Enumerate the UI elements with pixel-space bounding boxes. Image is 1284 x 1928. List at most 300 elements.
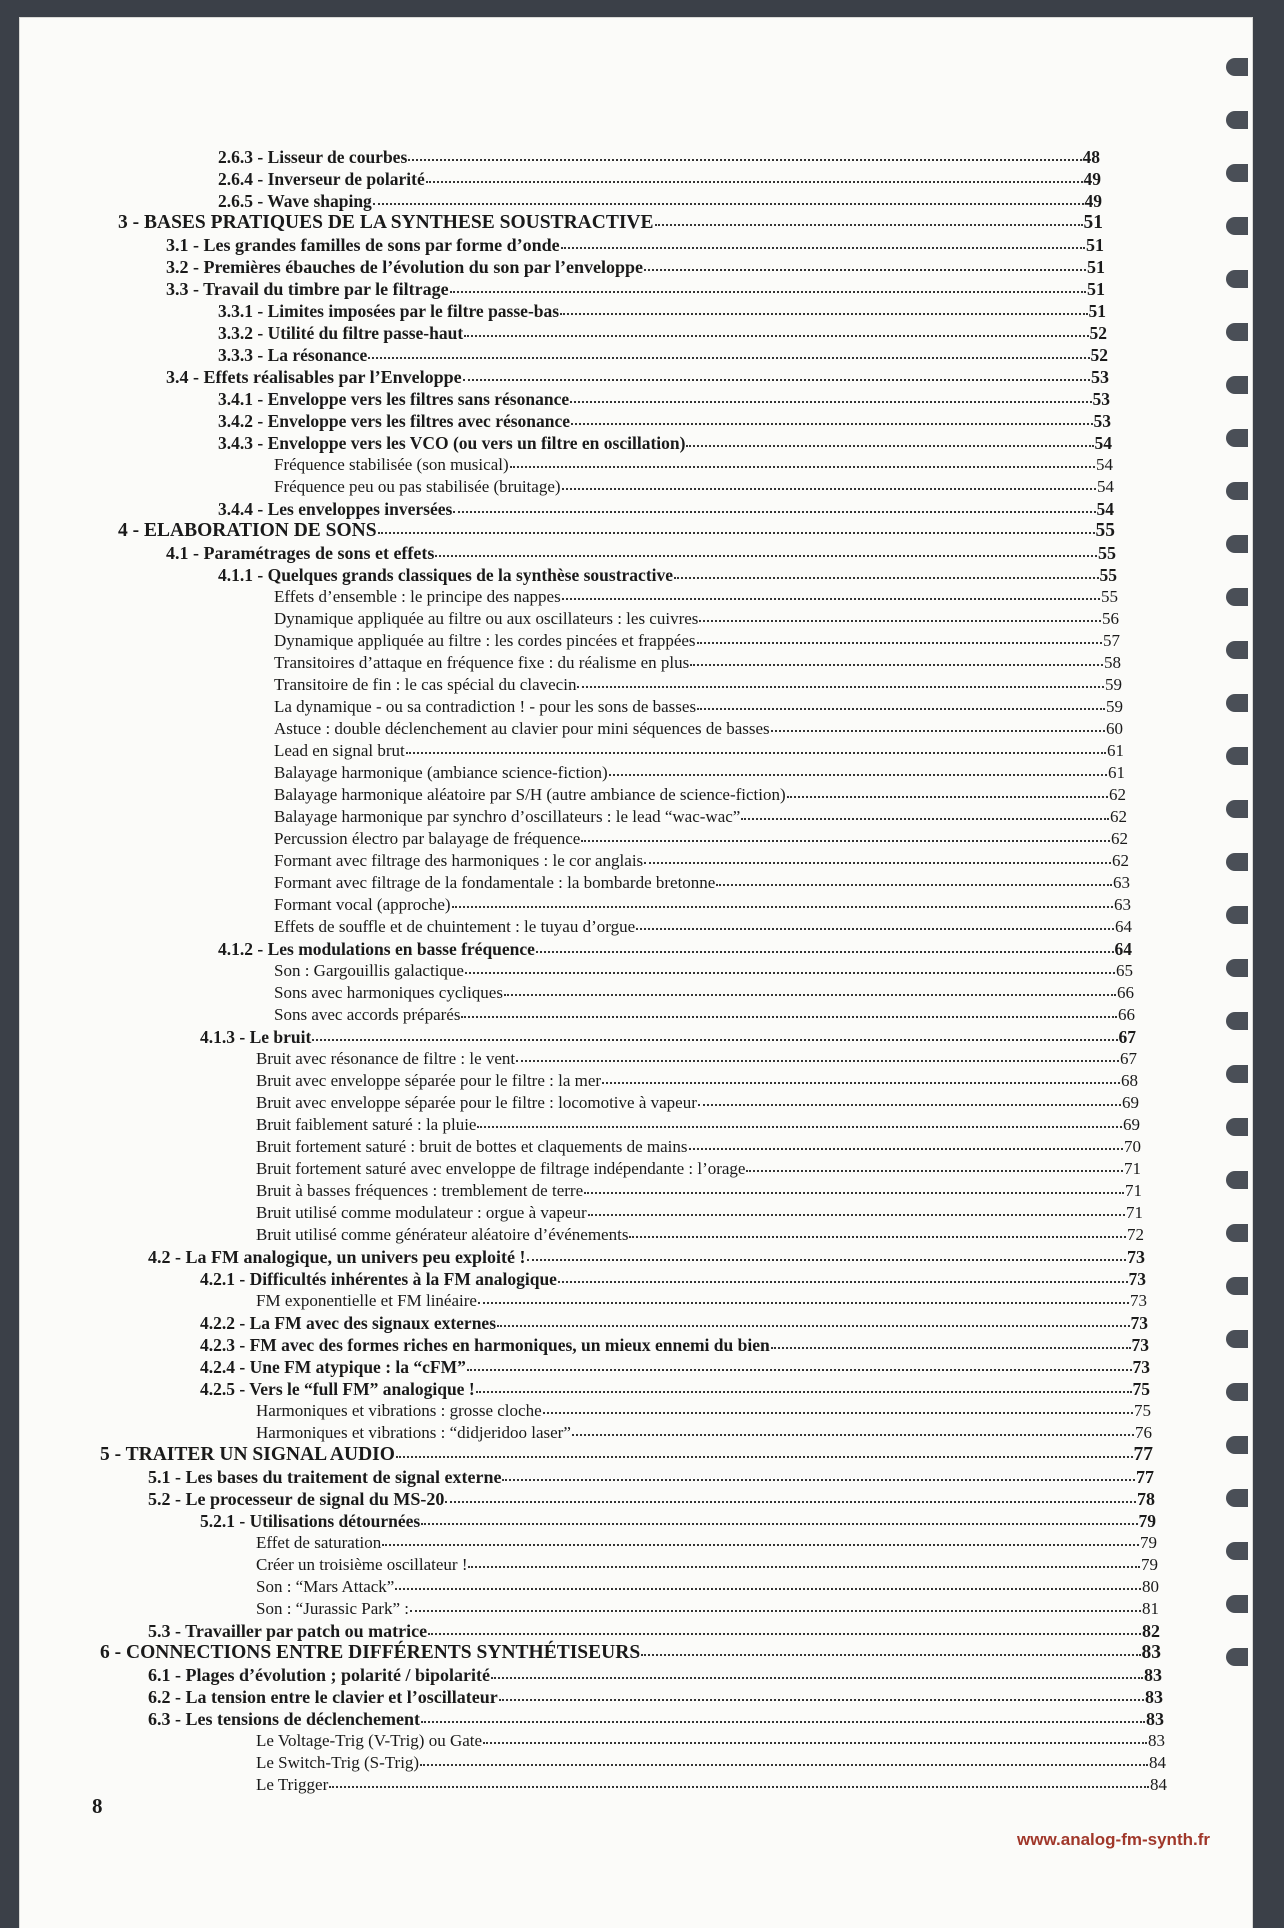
toc-entry-title: Balayage harmonique par synchro d’oscillateurs : le lead “wac-wac” xyxy=(274,807,741,826)
toc-entry-title: La dynamique - ou sa contradiction ! - pour les sons de basses xyxy=(274,697,697,716)
toc-leader-dots xyxy=(570,395,1091,403)
toc-leader-dots xyxy=(571,417,1092,425)
toc-leader-dots xyxy=(468,1560,1140,1568)
toc-entry-page: 67 xyxy=(1118,1027,1136,1047)
toc-entry-title: Le Trigger xyxy=(256,1775,329,1794)
toc-entry xyxy=(274,476,1114,498)
toc-entry-title: 4.2.2 - La FM avec des signaux externes xyxy=(200,1313,497,1333)
toc-entry xyxy=(218,498,1114,520)
toc-entry xyxy=(274,674,1122,696)
toc-entry-title: Fréquence stabilisée (son musical) xyxy=(274,455,509,474)
toc-leader-dots xyxy=(771,1341,1131,1349)
toc-entry xyxy=(274,894,1131,916)
toc-leader-dots xyxy=(644,856,1111,864)
toc-entry xyxy=(218,344,1108,366)
toc-entry-page: 80 xyxy=(1142,1577,1159,1596)
toc-entry-title: 4.2.4 - Une FM atypique : la “cFM” xyxy=(200,1357,466,1377)
toc-entry-title: Effets d’ensemble : le principe des nappes xyxy=(274,587,561,606)
toc-entry xyxy=(166,256,1105,278)
toc-entry-page: 67 xyxy=(1120,1049,1137,1068)
toc-entry-page: 62 xyxy=(1110,807,1127,826)
toc-leader-dots xyxy=(690,658,1103,666)
toc-entry-page: 56 xyxy=(1102,609,1119,628)
toc-entry-page: 83 xyxy=(1146,1709,1164,1729)
toc-entry xyxy=(256,1202,1143,1224)
toc-entry xyxy=(166,542,1116,564)
toc-entry xyxy=(274,784,1126,806)
toc-entry-title: 5.3 - Travailler par patch ou matrice xyxy=(148,1621,428,1641)
toc-leader-dots xyxy=(421,1715,1145,1723)
toc-leader-dots xyxy=(655,218,1083,226)
toc-entry-title: Bruit à basses fréquences : tremblement de terre xyxy=(256,1181,584,1200)
toc-entry-title: Formant avec filtrage des harmoniques : le cor anglais xyxy=(274,851,644,870)
toc-leader-dots xyxy=(560,307,1087,315)
toc-entry-title: Transitoire de fin : le cas spécial du clavecin xyxy=(274,675,577,694)
toc-entry-title: 3.3.3 - La résonance xyxy=(218,345,368,365)
toc-entry-page: 63 xyxy=(1114,895,1131,914)
toc-entry-title: Sons avec harmoniques cycliques xyxy=(274,983,503,1002)
toc-leader-dots xyxy=(502,1473,1135,1481)
toc-entry xyxy=(274,850,1129,872)
toc-entry-page: 83 xyxy=(1145,1687,1163,1707)
toc-entry-page: 51 xyxy=(1087,279,1105,299)
toc-entry-title: Son : “Jurassic Park” : xyxy=(256,1599,409,1618)
toc-leader-dots xyxy=(410,1604,1141,1612)
toc-entry xyxy=(274,982,1134,1004)
toc-leader-dots xyxy=(491,1671,1143,1679)
toc-entry-title: 4.2.3 - FM avec des formes riches en harmoniques, un mieux ennemi du bien xyxy=(200,1335,770,1355)
toc-leader-dots xyxy=(476,1385,1132,1393)
toc-entry-page: 65 xyxy=(1116,961,1133,980)
toc-entry xyxy=(274,1004,1135,1026)
toc-entry-title: Astuce : double déclenchement au clavier pour mini séquences de basses xyxy=(274,719,770,738)
toc-entry-page: 76 xyxy=(1135,1423,1152,1442)
toc-entry-page: 62 xyxy=(1109,785,1126,804)
toc-entry-title: Son : Gargouillis galactique xyxy=(274,961,464,980)
toc-entry xyxy=(148,1466,1154,1488)
toc-entry xyxy=(256,1048,1137,1070)
toc-entry-page: 84 xyxy=(1149,1753,1166,1772)
toc-entry-page: 54 xyxy=(1096,499,1114,519)
toc-leader-dots xyxy=(558,1275,1128,1283)
toc-entry-page: 66 xyxy=(1117,983,1134,1002)
toc-entry xyxy=(200,1378,1150,1400)
toc-leader-dots xyxy=(478,1296,1129,1304)
toc-leader-dots xyxy=(445,1495,1136,1503)
toc-entry-page: 53 xyxy=(1092,389,1110,409)
toc-entry-page: 71 xyxy=(1124,1159,1141,1178)
toc-entry-page: 75 xyxy=(1132,1379,1150,1399)
toc-entry xyxy=(148,1620,1160,1642)
toc-entry xyxy=(218,146,1100,168)
toc-entry-title: 5.1 - Les bases du traitement de signal externe xyxy=(148,1467,502,1487)
toc-leader-dots xyxy=(453,505,1095,513)
toc-entry xyxy=(100,1444,1153,1466)
toc-leader-dots xyxy=(435,549,1097,557)
toc-entry xyxy=(200,1312,1148,1334)
toc-entry xyxy=(274,762,1125,784)
toc-leader-dots xyxy=(562,592,1100,600)
toc-entry-page: 72 xyxy=(1127,1225,1144,1244)
toc-leader-dots xyxy=(588,1208,1125,1216)
toc-entry xyxy=(274,630,1120,652)
toc-leader-dots xyxy=(561,241,1085,249)
toc-leader-dots xyxy=(428,1627,1141,1635)
toc-entry xyxy=(218,938,1132,960)
toc-leader-dots xyxy=(699,614,1101,622)
toc-leader-dots xyxy=(504,988,1116,996)
toc-entry xyxy=(166,278,1105,300)
toc-entry-page: 52 xyxy=(1089,323,1107,343)
toc-entry xyxy=(200,1356,1150,1378)
toc-entry xyxy=(274,718,1123,740)
toc-entry xyxy=(256,1224,1144,1246)
toc-entry-page: 77 xyxy=(1136,1467,1154,1487)
toc-entry-title: Dynamique appliquée au filtre ou aux oscillateurs : les cuivres xyxy=(274,609,699,628)
toc-entry-title: 6.3 - Les tensions de déclenchement xyxy=(148,1709,420,1729)
toc-leader-dots xyxy=(644,263,1086,271)
toc-leader-dots xyxy=(536,945,1114,953)
toc-entry xyxy=(274,740,1124,762)
toc-entry xyxy=(148,1708,1164,1730)
toc-leader-dots xyxy=(543,1406,1133,1414)
toc-entry xyxy=(256,1070,1138,1092)
toc-entry xyxy=(256,1576,1159,1598)
toc-entry-title: Effet de saturation xyxy=(256,1533,382,1552)
toc-leader-dots xyxy=(572,1428,1134,1436)
toc-entry-title: 3.3.2 - Utilité du filtre passe-haut xyxy=(218,323,464,343)
toc-entry-title: 4.2.1 - Difficultés inhérentes à la FM analogique xyxy=(200,1269,557,1289)
toc-entry xyxy=(274,586,1118,608)
toc-leader-dots xyxy=(629,1230,1126,1238)
toc-entry-page: 51 xyxy=(1087,257,1105,277)
toc-entry-title: 3.2 - Premières ébauches de l’évolution du son par l’enveloppe xyxy=(166,257,643,277)
toc-entry-title: 4.2.5 - Vers le “full FM” analogique ! xyxy=(200,1379,475,1399)
toc-entry xyxy=(200,1268,1146,1290)
toc-entry xyxy=(148,1686,1163,1708)
toc-entry-page: 73 xyxy=(1131,1335,1149,1355)
toc-entry-title: 5.2 - Le processeur de signal du MS-20 xyxy=(148,1489,445,1509)
toc-entry xyxy=(274,696,1123,718)
toc-entry-page: 71 xyxy=(1126,1203,1143,1222)
toc-entry xyxy=(218,388,1110,410)
toc-entry-title: Sons avec accords préparés xyxy=(274,1005,461,1024)
toc-entry-title: 3 - BASES PRATIQUES DE LA SYNTHESE SOUSTRACTIVE xyxy=(118,212,654,233)
toc-entry xyxy=(274,806,1127,828)
toc-entry-page: 79 xyxy=(1141,1555,1158,1574)
toc-entry-title: Bruit avec enveloppe séparée pour le filtre : la mer xyxy=(256,1071,602,1090)
toc-entry-title: 6.2 - La tension entre le clavier et l’oscillateur xyxy=(148,1687,498,1707)
toc-entry xyxy=(200,1510,1156,1532)
toc-entry-page: 48 xyxy=(1082,147,1100,167)
toc-entry-page: 73 xyxy=(1130,1313,1148,1333)
toc-entry xyxy=(148,1488,1155,1510)
toc-entry xyxy=(218,168,1101,190)
toc-leader-dots xyxy=(771,724,1105,732)
toc-entry-title: Balayage harmonique aléatoire par S/H (autre ambiance de science-fiction) xyxy=(274,785,786,804)
toc-leader-dots xyxy=(636,922,1114,930)
toc-entry xyxy=(166,234,1104,256)
toc-entry xyxy=(256,1554,1158,1576)
toc-entry xyxy=(256,1400,1151,1422)
toc-entry-page: 81 xyxy=(1142,1599,1159,1618)
toc-entry-page: 73 xyxy=(1128,1269,1146,1289)
toc-entry-title: Dynamique appliquée au filtre : les cordes pincées et frappées xyxy=(274,631,696,650)
toc-entry-page: 66 xyxy=(1118,1005,1135,1024)
toc-entry-page: 57 xyxy=(1103,631,1120,650)
toc-entry xyxy=(256,1598,1159,1620)
toc-leader-dots xyxy=(378,526,1095,534)
toc-leader-dots xyxy=(329,1780,1149,1788)
toc-leader-dots xyxy=(641,1648,1140,1656)
toc-leader-dots xyxy=(477,1120,1122,1128)
toc-entry-page: 73 xyxy=(1130,1291,1147,1310)
toc-entry xyxy=(256,1290,1147,1312)
toc-entry-page: 62 xyxy=(1112,851,1129,870)
toc-entry-page: 64 xyxy=(1115,917,1132,936)
toc-entry-page: 69 xyxy=(1123,1115,1140,1134)
toc-entry-title: 3.4.1 - Enveloppe vers les filtres sans résonance xyxy=(218,389,570,409)
toc-entry-page: 55 xyxy=(1095,520,1115,541)
toc-entry-title: 4.2 - La FM analogique, un univers peu exploité ! xyxy=(148,1247,526,1267)
toc-entry xyxy=(256,1114,1140,1136)
toc-entry-title: 3.4.4 - Les enveloppes inversées xyxy=(218,499,453,519)
toc-leader-dots xyxy=(510,460,1095,468)
toc-entry-title: FM exponentielle et FM linéaire xyxy=(256,1291,477,1310)
toc-entry-page: 55 xyxy=(1101,587,1118,606)
toc-entry-title: Percussion électro par balayage de fréquence xyxy=(274,829,581,848)
toc-entry-page: 54 xyxy=(1097,477,1114,496)
toc-entry xyxy=(274,608,1119,630)
toc-leader-dots xyxy=(674,571,1098,579)
toc-entry-page: 69 xyxy=(1122,1093,1139,1112)
toc-entry-page: 53 xyxy=(1093,411,1111,431)
toc-entry-page: 70 xyxy=(1124,1137,1141,1156)
toc-entry-title: 4.1.2 - Les modulations en basse fréquence xyxy=(218,939,535,959)
toc-entry-title: 6 - CONNECTIONS ENTRE DIFFÉRENTS SYNTHÉTISEURS xyxy=(100,1642,641,1663)
toc-entry xyxy=(256,1532,1157,1554)
toc-leader-dots xyxy=(467,1363,1132,1371)
toc-entry-title: 4 - ELABORATION DE SONS xyxy=(118,520,377,541)
toc-entry-page: 84 xyxy=(1150,1775,1167,1794)
toc-entry-page: 59 xyxy=(1106,697,1123,716)
toc-entry-title: 3.4.2 - Enveloppe vers les filtres avec résonance xyxy=(218,411,571,431)
toc-leader-dots xyxy=(497,1319,1129,1327)
toc-entry-title: Le Voltage-Trig (V-Trig) ou Gate xyxy=(256,1731,483,1750)
website-url: www.analog-fm-synth.fr xyxy=(1017,1830,1210,1849)
toc-leader-dots xyxy=(602,1076,1120,1084)
toc-entry-title: 5 - TRAITER UN SIGNAL AUDIO xyxy=(100,1444,395,1465)
toc-entry xyxy=(148,1664,1162,1686)
toc-leader-dots xyxy=(406,746,1106,754)
toc-entry-page: 82 xyxy=(1142,1621,1160,1641)
toc-entry-title: Formant vocal (approche) xyxy=(274,895,451,914)
toc-entry-page: 62 xyxy=(1111,829,1128,848)
toc-entry-title: Bruit avec résonance de filtre : le vent xyxy=(256,1049,516,1068)
toc-leader-dots xyxy=(463,373,1090,381)
toc-entry xyxy=(100,1642,1161,1664)
toc-leader-dots xyxy=(408,153,1081,161)
toc-leader-dots xyxy=(373,197,1084,205)
toc-entry xyxy=(166,366,1109,388)
toc-leader-dots xyxy=(746,1164,1123,1172)
toc-leader-dots xyxy=(450,285,1086,293)
toc-entry-title: Créer un troisième oscillateur ! xyxy=(256,1555,468,1574)
toc-entry xyxy=(200,1026,1136,1048)
toc-entry xyxy=(274,454,1113,476)
toc-entry-title: 3.4.3 - Enveloppe vers les VCO (ou vers un filtre en oscillation) xyxy=(218,433,686,453)
toc-entry-page: 83 xyxy=(1148,1731,1165,1750)
toc-entry xyxy=(218,300,1106,322)
toc-entry-page: 51 xyxy=(1083,212,1103,233)
toc-leader-dots xyxy=(689,1142,1124,1150)
document-page xyxy=(20,18,1252,1928)
toc-entry xyxy=(256,1158,1141,1180)
toc-entry-page: 49 xyxy=(1084,191,1102,211)
toc-leader-dots xyxy=(562,482,1096,490)
toc-leader-dots xyxy=(716,878,1112,886)
toc-leader-dots xyxy=(577,680,1104,688)
toc-leader-dots xyxy=(609,768,1107,776)
toc-leader-dots xyxy=(698,1098,1121,1106)
toc-entry-title: 2.6.3 - Lisseur de courbes xyxy=(218,147,408,167)
toc-leader-dots xyxy=(741,812,1109,820)
toc-entry xyxy=(118,212,1103,234)
toc-entry xyxy=(218,322,1107,344)
toc-entry-page: 61 xyxy=(1107,741,1124,760)
toc-entry-page: 83 xyxy=(1144,1665,1162,1685)
toc-entry-page: 61 xyxy=(1108,763,1125,782)
page-number: 8 xyxy=(92,1794,103,1818)
toc-entry-title: Bruit fortement saturé : bruit de bottes et claquements de mains xyxy=(256,1137,688,1156)
toc-leader-dots xyxy=(581,834,1110,842)
toc-entry xyxy=(274,872,1130,894)
toc-leader-dots xyxy=(368,351,1089,359)
toc-leader-dots xyxy=(697,702,1105,710)
toc-entry xyxy=(274,960,1133,982)
toc-leader-dots xyxy=(465,966,1115,974)
toc-entry-title: 3.1 - Les grandes familles de sons par forme d’onde xyxy=(166,235,560,255)
toc-entry xyxy=(148,1246,1145,1268)
toc-leader-dots xyxy=(396,1450,1133,1458)
toc-entry-page: 51 xyxy=(1088,301,1106,321)
toc-leader-dots xyxy=(527,1253,1126,1261)
toc-leader-dots xyxy=(516,1054,1119,1062)
toc-leader-dots xyxy=(382,1538,1139,1546)
toc-entry-page: 83 xyxy=(1141,1642,1161,1663)
toc-leader-dots xyxy=(787,790,1108,798)
toc-entry-page: 63 xyxy=(1113,873,1130,892)
toc-entry xyxy=(274,652,1121,674)
toc-entry-page: 59 xyxy=(1105,675,1122,694)
toc-leader-dots xyxy=(499,1693,1144,1701)
toc-leader-dots xyxy=(420,1758,1148,1766)
toc-leader-dots xyxy=(421,1517,1137,1525)
toc-entry-title: 3.4 - Effets réalisables par l’Enveloppe xyxy=(166,367,462,387)
toc-entry-page: 55 xyxy=(1099,565,1117,585)
toc-entry xyxy=(118,520,1115,542)
toc-leader-dots xyxy=(452,900,1113,908)
toc-entry xyxy=(218,410,1111,432)
toc-entry-page: 60 xyxy=(1106,719,1123,738)
toc-entry-title: Balayage harmonique (ambiance science-fiction) xyxy=(274,763,608,782)
toc-entry-page: 55 xyxy=(1098,543,1116,563)
toc-entry-page: 79 xyxy=(1138,1511,1156,1531)
toc-entry xyxy=(256,1092,1139,1114)
toc-entry-page: 49 xyxy=(1083,169,1101,189)
toc-entry-title: Effets de souffle et de chuintement : le tuyau d’orgue xyxy=(274,917,636,936)
toc-leader-dots xyxy=(483,1736,1147,1744)
spiral-binding xyxy=(1226,58,1254,1758)
toc-entry-title: Transitoires d’attaque en fréquence fixe : du réalisme en plus xyxy=(274,653,690,672)
toc-entry-title: 2.6.4 - Inverseur de polarité xyxy=(218,169,425,189)
toc-entry-page: 79 xyxy=(1140,1533,1157,1552)
toc-entry-page: 77 xyxy=(1133,1444,1153,1465)
toc-entry-title: 3.3.1 - Limites imposées par le filtre passe-bas xyxy=(218,301,560,321)
toc-entry-title: 3.3 - Travail du timbre par le filtrage xyxy=(166,279,449,299)
toc-entry-title: Bruit utilisé comme modulateur : orgue à vapeur xyxy=(256,1203,587,1222)
toc-leader-dots xyxy=(312,1033,1117,1041)
toc-entry xyxy=(218,190,1102,212)
toc-leader-dots xyxy=(464,329,1088,337)
toc-entry xyxy=(200,1334,1149,1356)
toc-entry-page: 52 xyxy=(1090,345,1108,365)
toc-entry xyxy=(256,1136,1141,1158)
toc-entry-title: 6.1 - Plages d’évolution ; polarité / bipolarité xyxy=(148,1665,490,1685)
toc-entry xyxy=(256,1422,1152,1444)
toc-entry-title: Bruit avec enveloppe séparée pour le filtre : locomotive à vapeur xyxy=(256,1093,697,1112)
toc-leader-dots xyxy=(697,636,1102,644)
toc-entry-title: Harmoniques et vibrations : “didjeridoo laser” xyxy=(256,1423,571,1442)
toc-entry xyxy=(274,828,1128,850)
toc-entry-title: Harmoniques et vibrations : grosse cloche xyxy=(256,1401,542,1420)
toc-entry-title: Bruit utilisé comme générateur aléatoire d’événements xyxy=(256,1225,629,1244)
toc-entry-page: 54 xyxy=(1096,455,1113,474)
toc-entry-title: Bruit fortement saturé avec enveloppe de filtrage indépendante : l’orage xyxy=(256,1159,746,1178)
toc-entry-page: 51 xyxy=(1086,235,1104,255)
toc-entry-title: 2.6.5 - Wave shaping xyxy=(218,191,372,211)
toc-entry-title: 4.1.3 - Le bruit xyxy=(200,1027,312,1047)
toc-entry-title: Son : “Mars Attack” xyxy=(256,1577,395,1596)
toc-entry-page: 73 xyxy=(1127,1247,1145,1267)
toc-entry-page: 73 xyxy=(1132,1357,1150,1377)
toc-entry-page: 64 xyxy=(1114,939,1132,959)
toc-leader-dots xyxy=(686,439,1093,447)
toc-entry xyxy=(256,1730,1165,1752)
toc-entry-page: 71 xyxy=(1125,1181,1142,1200)
toc-entry-page: 78 xyxy=(1137,1489,1155,1509)
toc-leader-dots xyxy=(584,1186,1124,1194)
toc-entry-page: 54 xyxy=(1094,433,1112,453)
toc-entry-title: Fréquence peu ou pas stabilisée (bruitage) xyxy=(274,477,561,496)
toc-entry-title: Le Switch-Trig (S-Trig) xyxy=(256,1753,420,1772)
toc-entry-title: Bruit faiblement saturé : la pluie xyxy=(256,1115,477,1134)
toc-leader-dots xyxy=(426,175,1083,183)
toc-entry xyxy=(256,1180,1142,1202)
toc-entry xyxy=(256,1774,1167,1796)
toc-entry xyxy=(218,432,1112,454)
toc-leader-dots xyxy=(395,1582,1141,1590)
toc-entry-title: Formant avec filtrage de la fondamentale : la bombarde bretonne xyxy=(274,873,716,892)
toc-entry-title: 5.2.1 - Utilisations détournées xyxy=(200,1511,421,1531)
toc-entry-page: 58 xyxy=(1104,653,1121,672)
toc-entry-page: 53 xyxy=(1091,367,1109,387)
toc-entry-page: 68 xyxy=(1121,1071,1138,1090)
toc-entry xyxy=(218,564,1117,586)
toc-entry xyxy=(274,916,1132,938)
toc-entry-title: 4.1.1 - Quelques grands classiques de la synthèse soustractive xyxy=(218,565,674,585)
toc-entry-title: 4.1 - Paramétrages de sons et effets xyxy=(166,543,435,563)
